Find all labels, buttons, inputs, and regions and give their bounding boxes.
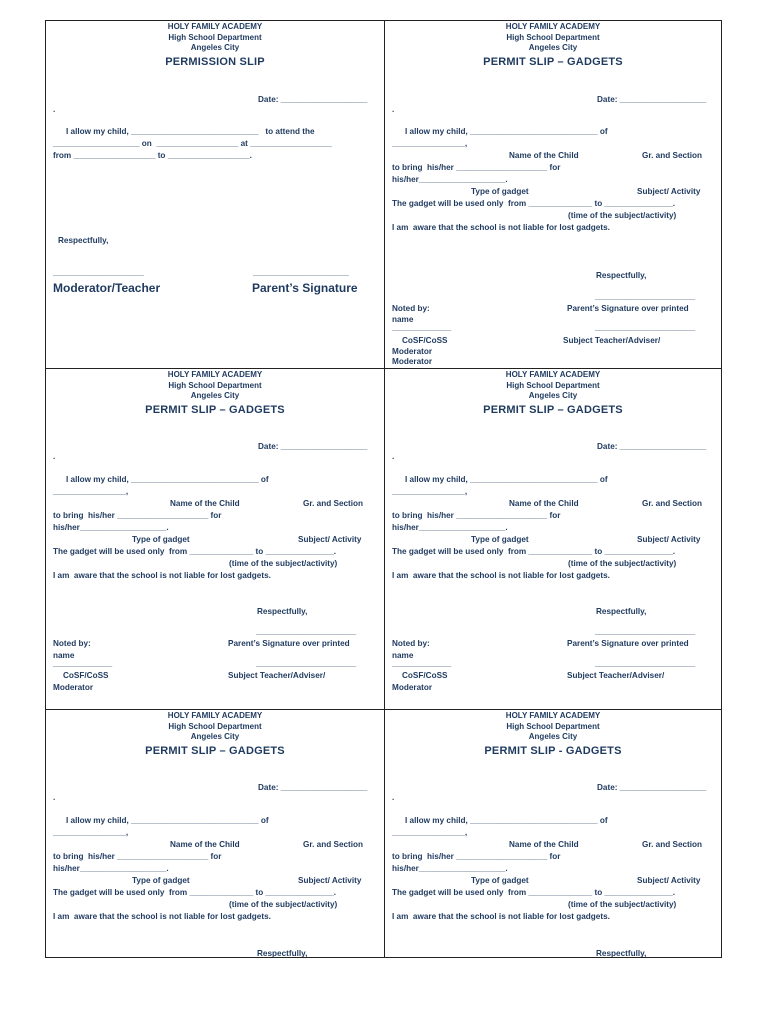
department: High School Department (506, 722, 600, 731)
dot-mark: . (53, 105, 56, 114)
subject-activity-caption: Subject/ Activity (637, 187, 701, 196)
bring-gadget-line: to bring his/her ____________________ for (53, 511, 222, 520)
subject-teacher-label: Subject Teacher/Adviser/ (567, 671, 665, 680)
allow-line-continued: ________________, (392, 828, 468, 837)
bring-gadget-line: to bring his/her ____________________ for (53, 852, 222, 861)
school-name: HOLY FAMILY ACADEMY (167, 22, 263, 31)
allow-line-continued: ________________, (53, 828, 129, 837)
date-field: Date: ___________________ (258, 442, 368, 451)
grade-section-caption: Gr. and Section (303, 499, 364, 508)
liability-notice: I am aware that the school is not liable for lost gadgets. (392, 912, 610, 921)
hisher-line: his/her___________________. (392, 175, 508, 184)
slip-title: PERMIT SLIP – GADGETS (145, 404, 285, 416)
hisher-line: his/her___________________. (392, 523, 508, 532)
cosf-coss-label: CoSF/CoSS (402, 671, 448, 680)
slip-title: PERMIT SLIP – GADGETS (483, 404, 623, 416)
dot-mark: . (53, 452, 56, 461)
gadget-permit-slip (46, 709, 384, 957)
type-of-gadget-caption: Type of gadget (471, 187, 529, 196)
department: High School Department (168, 33, 262, 42)
permission-slip (46, 21, 384, 368)
bring-gadget-line: to bring his/her ____________________ for (392, 852, 561, 861)
moderator-label: Moderator (392, 347, 433, 356)
grade-section-caption: Gr. and Section (642, 151, 703, 160)
name-of-child-caption: Name of the Child (509, 151, 579, 160)
respectfully-text: Respectfully, (257, 607, 308, 616)
allow-line: I allow my child, ____________________________ of (66, 816, 269, 825)
type-of-gadget-caption: Type of gadget (132, 876, 190, 885)
cosf-signature-line: _____________ (392, 659, 452, 668)
moderator-label: Moderator (392, 357, 433, 366)
time-caption: (time of the subject/activity) (568, 900, 677, 909)
department: High School Department (506, 33, 600, 42)
type-of-gadget-caption: Type of gadget (471, 876, 529, 885)
teacher-signature-line: ______________________ (256, 659, 357, 668)
parent-signature-line: ______________________ (595, 292, 696, 301)
name-caption: name (392, 315, 414, 324)
noted-by-label: Noted by: (392, 304, 430, 313)
subject-teacher-label: Subject Teacher/Adviser/ (228, 671, 326, 680)
name-caption: name (53, 651, 75, 660)
dot-mark: . (392, 452, 395, 461)
noted-by-label: Noted by: (53, 639, 91, 648)
permission-line-1: I allow my child, ____________________________ to attend the (66, 127, 315, 136)
department: High School Department (168, 722, 262, 731)
parent-signature-printed-caption: Parent’s Signature over printed (228, 639, 350, 648)
liability-notice: I am aware that the school is not liable for lost gadgets. (392, 223, 610, 232)
grade-section-caption: Gr. and Section (642, 499, 703, 508)
dot-mark: . (392, 793, 395, 802)
usage-time-line: The gadget will be used only from ______________ to _______________. (392, 199, 676, 208)
noted-by-label: Noted by: (392, 639, 430, 648)
allow-line: I allow my child, ____________________________ of (66, 475, 269, 484)
city: Angeles City (190, 43, 240, 52)
name-caption: name (392, 651, 414, 660)
city: Angeles City (528, 43, 578, 52)
parent-signature-printed-caption: Parent’s Signature over printed (567, 639, 689, 648)
allow-line: I allow my child, ____________________________ of (405, 127, 608, 136)
date-field: Date: ___________________ (258, 783, 368, 792)
gadget-permit-slip (384, 709, 721, 957)
name-of-child-caption: Name of the Child (170, 840, 240, 849)
date-field: Date: ___________________ (597, 783, 707, 792)
parent-signature-line: ______________________ (595, 627, 696, 636)
permission-line-2: ___________________ on __________________ at __________________ (53, 139, 333, 148)
respectfully-text: Respectfully, (58, 236, 109, 245)
parent-signature-label: Parent’s Signature (252, 281, 358, 295)
gadget-permit-slip (384, 21, 721, 368)
school-name: HOLY FAMILY ACADEMY (167, 711, 263, 720)
time-caption: (time of the subject/activity) (229, 900, 338, 909)
moderator-label: Moderator (53, 683, 94, 692)
grade-section-caption: Gr. and Section (303, 840, 364, 849)
cosf-signature-line: _____________ (392, 323, 452, 332)
respectfully-text: Respectfully, (596, 949, 647, 957)
subject-activity-caption: Subject/ Activity (637, 535, 701, 544)
date-field: Date: ___________________ (597, 442, 707, 451)
usage-time-line: The gadget will be used only from ______________ to _______________. (53, 888, 337, 897)
dot-mark: . (53, 793, 56, 802)
subject-activity-caption: Subject/ Activity (637, 876, 701, 885)
name-of-child-caption: Name of the Child (509, 840, 579, 849)
teacher-signature-line: ______________________ (595, 323, 696, 332)
city: Angeles City (190, 732, 240, 741)
city: Angeles City (528, 732, 578, 741)
usage-time-line: The gadget will be used only from ______________ to _______________. (392, 547, 676, 556)
date-field: Date: ___________________ (597, 95, 707, 104)
hisher-line: his/her___________________. (53, 864, 169, 873)
teacher-signature-line: ______________________ (595, 659, 696, 668)
liability-notice: I am aware that the school is not liable for lost gadgets. (53, 912, 271, 921)
allow-line: I allow my child, ____________________________ of (405, 816, 608, 825)
subject-teacher-label: Subject Teacher/Adviser/ (563, 336, 661, 345)
dot-mark: . (392, 105, 395, 114)
name-of-child-caption: Name of the Child (170, 499, 240, 508)
gadget-permit-slip (46, 368, 384, 709)
date-field: Date: ___________________ (258, 95, 368, 104)
time-caption: (time of the subject/activity) (229, 559, 338, 568)
allow-line-continued: ________________, (53, 487, 129, 496)
school-name: HOLY FAMILY ACADEMY (505, 711, 601, 720)
hisher-line: his/her___________________. (53, 523, 169, 532)
cosf-coss-label: CoSF/CoSS (63, 671, 109, 680)
allow-line-continued: ________________, (392, 139, 468, 148)
liability-notice: I am aware that the school is not liable for lost gadgets. (53, 571, 271, 580)
slip-title: PERMIT SLIP – GADGETS (483, 56, 623, 68)
parent-signature-printed-caption: Parent’s Signature over printed (567, 304, 689, 313)
school-name: HOLY FAMILY ACADEMY (505, 370, 601, 379)
slip-title: PERMIT SLIP - GADGETS (484, 745, 622, 757)
bring-gadget-line: to bring his/her ____________________ for (392, 163, 561, 172)
subject-activity-caption: Subject/ Activity (298, 876, 362, 885)
slip-title: PERMIT SLIP – GADGETS (145, 745, 285, 757)
school-name: HOLY FAMILY ACADEMY (505, 22, 601, 31)
cosf-coss-label: CoSF/CoSS (402, 336, 448, 345)
signature-line-left: ____________________ (53, 268, 145, 277)
allow-line: I allow my child, ____________________________ of (405, 475, 608, 484)
type-of-gadget-caption: Type of gadget (132, 535, 190, 544)
moderator-teacher-label: Moderator/Teacher (53, 281, 161, 295)
permission-line-3: from __________________ to __________________. (53, 151, 252, 160)
name-of-child-caption: Name of the Child (509, 499, 579, 508)
cosf-signature-line: _____________ (53, 659, 113, 668)
signature-line-right: _____________________ (253, 268, 349, 277)
subject-activity-caption: Subject/ Activity (298, 535, 362, 544)
respectfully-text: Respectfully, (596, 271, 647, 280)
city: Angeles City (528, 391, 578, 400)
gadget-permit-slip (384, 368, 721, 709)
allow-line-continued: ________________, (392, 487, 468, 496)
time-caption: (time of the subject/activity) (568, 559, 677, 568)
liability-notice: I am aware that the school is not liable for lost gadgets. (392, 571, 610, 580)
bring-gadget-line: to bring his/her ____________________ for (392, 511, 561, 520)
city: Angeles City (190, 391, 240, 400)
type-of-gadget-caption: Type of gadget (471, 535, 529, 544)
usage-time-line: The gadget will be used only from ______________ to _______________. (53, 547, 337, 556)
moderator-label: Moderator (392, 683, 433, 692)
permit-slips-sheet (45, 20, 722, 958)
department: High School Department (168, 381, 262, 390)
respectfully-text: Respectfully, (596, 607, 647, 616)
parent-signature-line: ______________________ (256, 627, 357, 636)
grade-section-caption: Gr. and Section (642, 840, 703, 849)
department: High School Department (506, 381, 600, 390)
time-caption: (time of the subject/activity) (568, 211, 677, 220)
school-name: HOLY FAMILY ACADEMY (167, 370, 263, 379)
slip-title: PERMISSION SLIP (165, 56, 265, 68)
respectfully-text: Respectfully, (257, 949, 308, 957)
usage-time-line: The gadget will be used only from ______________ to _______________. (392, 888, 676, 897)
hisher-line: his/her___________________. (392, 864, 508, 873)
